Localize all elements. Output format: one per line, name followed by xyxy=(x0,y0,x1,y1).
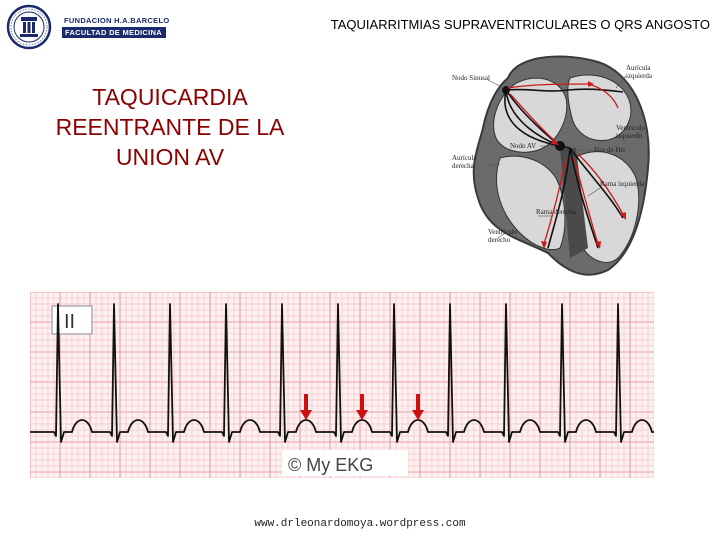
label-auricula-derecha-1: Aurícula xyxy=(452,154,477,162)
label-ventriculo-derecho-1: Ventrículo xyxy=(488,228,518,236)
label-auricula-izquierda-1: Aurícula xyxy=(626,64,651,72)
slide-title-line: TAQUICARDIA xyxy=(92,84,248,110)
header-title: TAQUIARRITMIAS SUPRAVENTRICULARES O QRS ANGOSTO xyxy=(330,17,710,32)
label-ventriculo-izquierdo-2: izquierdo xyxy=(616,132,643,140)
label-auricula-izquierda-2: izquierda xyxy=(626,72,653,80)
university-seal-icon xyxy=(6,4,52,50)
p-wave-arrow xyxy=(304,394,308,410)
label-rama-derecha: Rama derecha xyxy=(536,208,576,216)
p-wave-arrow xyxy=(416,394,420,410)
logo-faculty-name: FACULTAD DE MEDICINA xyxy=(62,27,166,38)
logo-foundation-name: FUNDACION H.A.BARCELO xyxy=(64,16,170,25)
label-rama-izquierda: Rama izquierda xyxy=(600,180,645,188)
label-nodo-av: Nodo AV xyxy=(510,142,537,150)
slide-title xyxy=(40,82,300,172)
ekg-rhythm-strip xyxy=(30,292,654,478)
label-ventriculo-derecho-2: derecho xyxy=(488,236,511,244)
institution-logo xyxy=(6,4,170,48)
slide-title-line: UNION AV xyxy=(115,144,225,170)
label-haz-de-his: Haz de His xyxy=(594,146,626,154)
label-nodo-sinusal: Nodo Sinusal xyxy=(452,74,490,82)
label-auricula-derecha-2: derecha xyxy=(452,162,474,170)
label-ventriculo-izquierdo-1: Ventrículo xyxy=(616,124,646,132)
ekg-watermark: © My EKG xyxy=(288,455,374,475)
footer-url: www.drleonardomoya.wordpress.com xyxy=(254,518,466,530)
p-wave-arrow xyxy=(360,394,364,410)
slide-title-line: REENTRANTE DE LA xyxy=(55,114,285,140)
lead-label: II xyxy=(64,311,76,333)
heart-conduction-diagram xyxy=(448,48,658,280)
